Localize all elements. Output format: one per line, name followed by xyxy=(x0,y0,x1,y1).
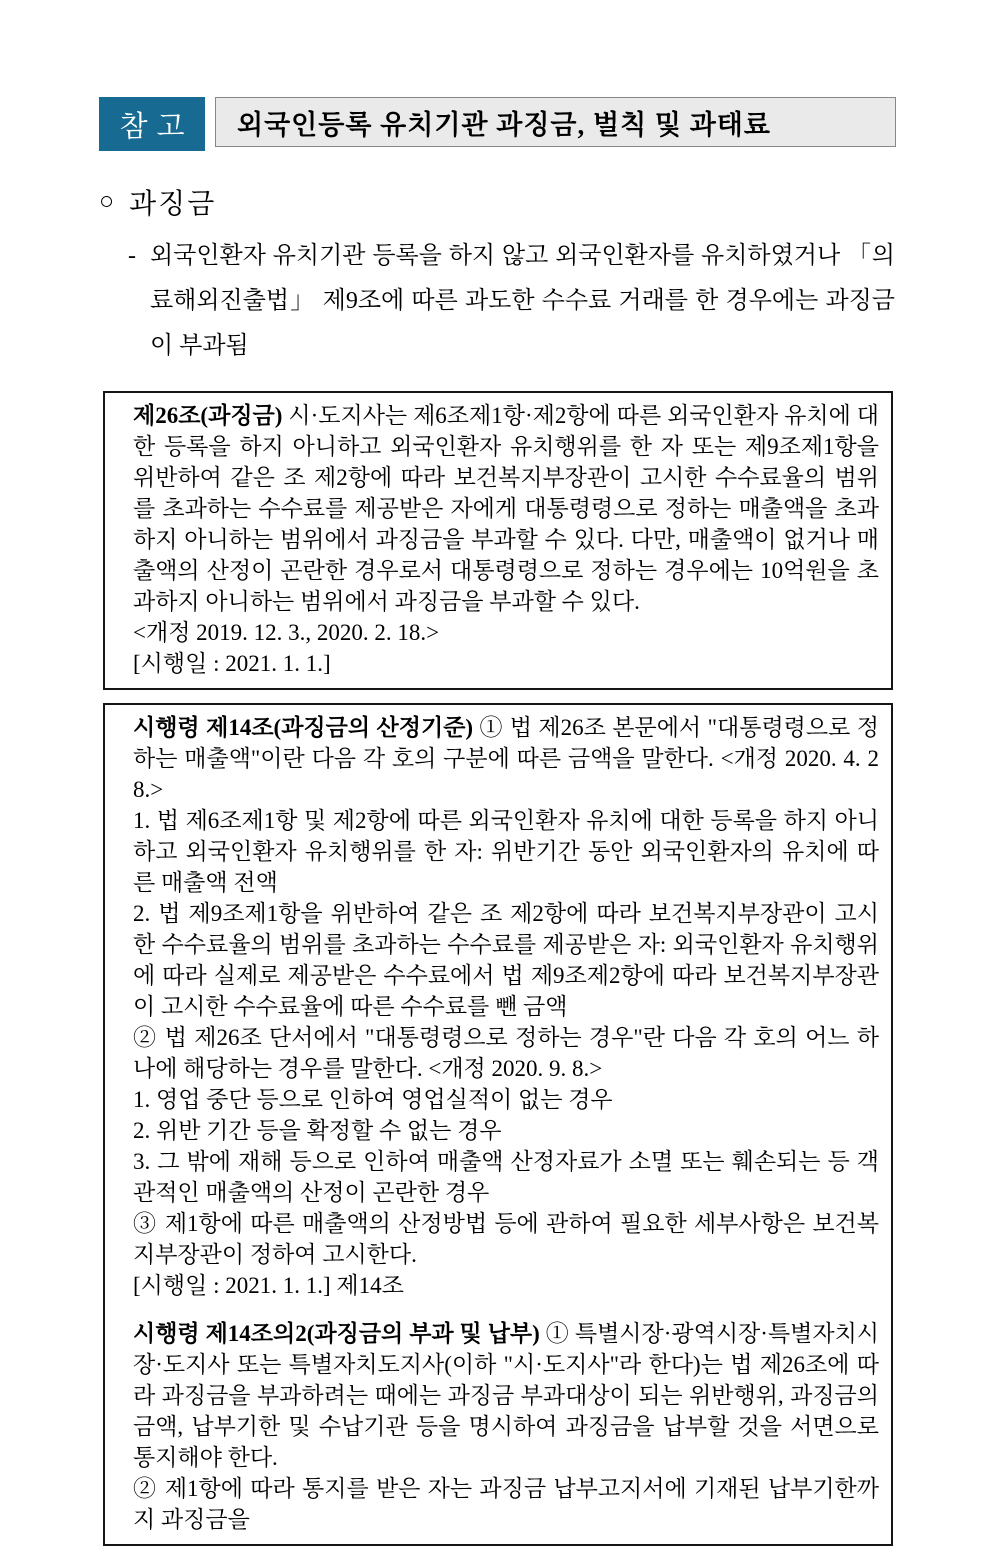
law-paragraph: 1. 법 제6조제1항 및 제2항에 따른 외국인환자 유치에 대한 등록을 하지 아니하고 외국인환자 유치행위를 한 자: 위반기간 동안 외국인환자의 유치에 따른 매출액 전액 xyxy=(133,808,879,895)
law-paragraph: 3. 그 밖에 재해 등으로 인하여 매출액 산정자료가 소멸 또는 훼손되는 등 객관적인 매출액의 산정이 곤란한 경우 xyxy=(133,1149,879,1205)
law-paragraph-lead: 제26조(과징금) xyxy=(133,403,283,428)
law-paragraph: ③ 제1항에 따른 매출액의 산정방법 등에 관하여 필요한 세부사항은 보건복지부장관이 정하여 고시한다. xyxy=(133,1211,879,1267)
law-paragraph: 시행령 제14조의2(과징금의 부과 및 납부) ① 특별시장·광역시장·특별자치시장·도지사 또는 특별자치도지사(이하 "시·도지사"라 한다)는 법 제26조에 따라 과징금을 부과하려는 때에는 과징금 부과대상이 되는 위반행위, 과징금의 금액, 납부기한 및 수납기관 등을 명시하여 과징금을 납부할 것을 서면으로 통지해야 한다. xyxy=(133,1321,880,1470)
reference-badge: 참고 xyxy=(99,97,205,151)
document-header xyxy=(99,97,896,151)
document-title-bar xyxy=(215,97,896,147)
section-title: 과징금 xyxy=(129,189,217,220)
intro-bullet xyxy=(99,234,896,369)
law-paragraph: <개정 2019. 12. 3., 2020. 2. 18.> xyxy=(133,620,440,645)
law-paragraph: [시행일 : 2021. 1. 1.] xyxy=(133,651,331,676)
law-paragraph: 1. 영업 중단 등으로 인하여 영업실적이 없는 경우 xyxy=(133,1087,613,1112)
section-heading-penalty xyxy=(99,182,896,222)
law-paragraph: 2. 법 제9조제1항을 위반하여 같은 조 제2항에 따라 보건복지부장관이 고시한 수수료율의 범위를 초과하는 수수료를 제공받은 자: 외국인환자 유치행위에 따라 실제로 제공받은 수수료에서 법 제9조제2항에 따라 보건복지부장관이 고시한 수수료율에 따른 수수료를 뺀 금액 xyxy=(133,901,879,1019)
legal-boxes xyxy=(99,391,896,1546)
law-paragraph: 2. 위반 기간 등을 확정할 수 없는 경우 xyxy=(133,1118,502,1143)
law-paragraph-lead: 시행령 제14조(과징금의 산정기준) xyxy=(133,715,474,740)
law-paragraph: ② 제1항에 따라 통지를 받은 자는 과징금 납부고지서에 기재된 납부기한까지 과징금을 xyxy=(133,1476,879,1532)
law-article-26-box xyxy=(103,391,893,690)
law-paragraph: 제26조(과징금) 시·도지사는 제6조제1항·제2항에 따른 외국인환자 유치에 대한 등록을 하지 아니하고 외국인환자 유치행위를 한 자 또는 제9조제1항을 위반하여 같은 조 제2항에 따라 보건복지부장관이 고시한 수수료율의 범위를 초과하는 수수료를 제공받은 자에게 대통령령으로 정하는 매출액을 초과하지 아니하는 범위에서 과징금을 부과할 수 있다. 다만, 매출액이 없거나 매출액의 산정이 곤란한 경우로서 대통령령으로 정하는 경우에는 10억원을 초과하지 아니하는 범위에서 과징금을 부과할 수 있다. xyxy=(133,403,879,614)
page-title: 외국인등록 유치기관 과징금, 벌칙 및 과태료 xyxy=(237,109,771,140)
law-paragraph: [시행일 : 2021. 1. 1.] 제14조 xyxy=(133,1273,404,1298)
law-paragraph: 시행령 제14조(과징금의 산정기준) ① 법 제26조 본문에서 "대통령령으로 정하는 매출액"이란 다음 각 호의 구분에 따른 금액을 말한다. <개정 2020. 4. 28.> xyxy=(133,715,879,802)
dash-bullet-icon: - xyxy=(128,243,136,269)
law-paragraph: ② 법 제26조 단서에서 "대통령령으로 정하는 경우"란 다음 각 호의 어느 하나에 해당하는 경우를 말한다. <개정 2020. 9. 8.> xyxy=(133,1025,879,1081)
decree-article-14-box xyxy=(103,703,893,1546)
intro-text: 외국인환자 유치기관 등록을 하지 않고 외국인환자를 유치하였거나 「의료해외진출법」 제9조에 따른 과도한 수수료 거래를 한 경우에는 과징금이 부과됨 xyxy=(150,243,895,359)
law-paragraph-lead: 시행령 제14조의2(과징금의 부과 및 납부) xyxy=(133,1321,540,1346)
circle-bullet-icon: ○ xyxy=(99,188,115,215)
